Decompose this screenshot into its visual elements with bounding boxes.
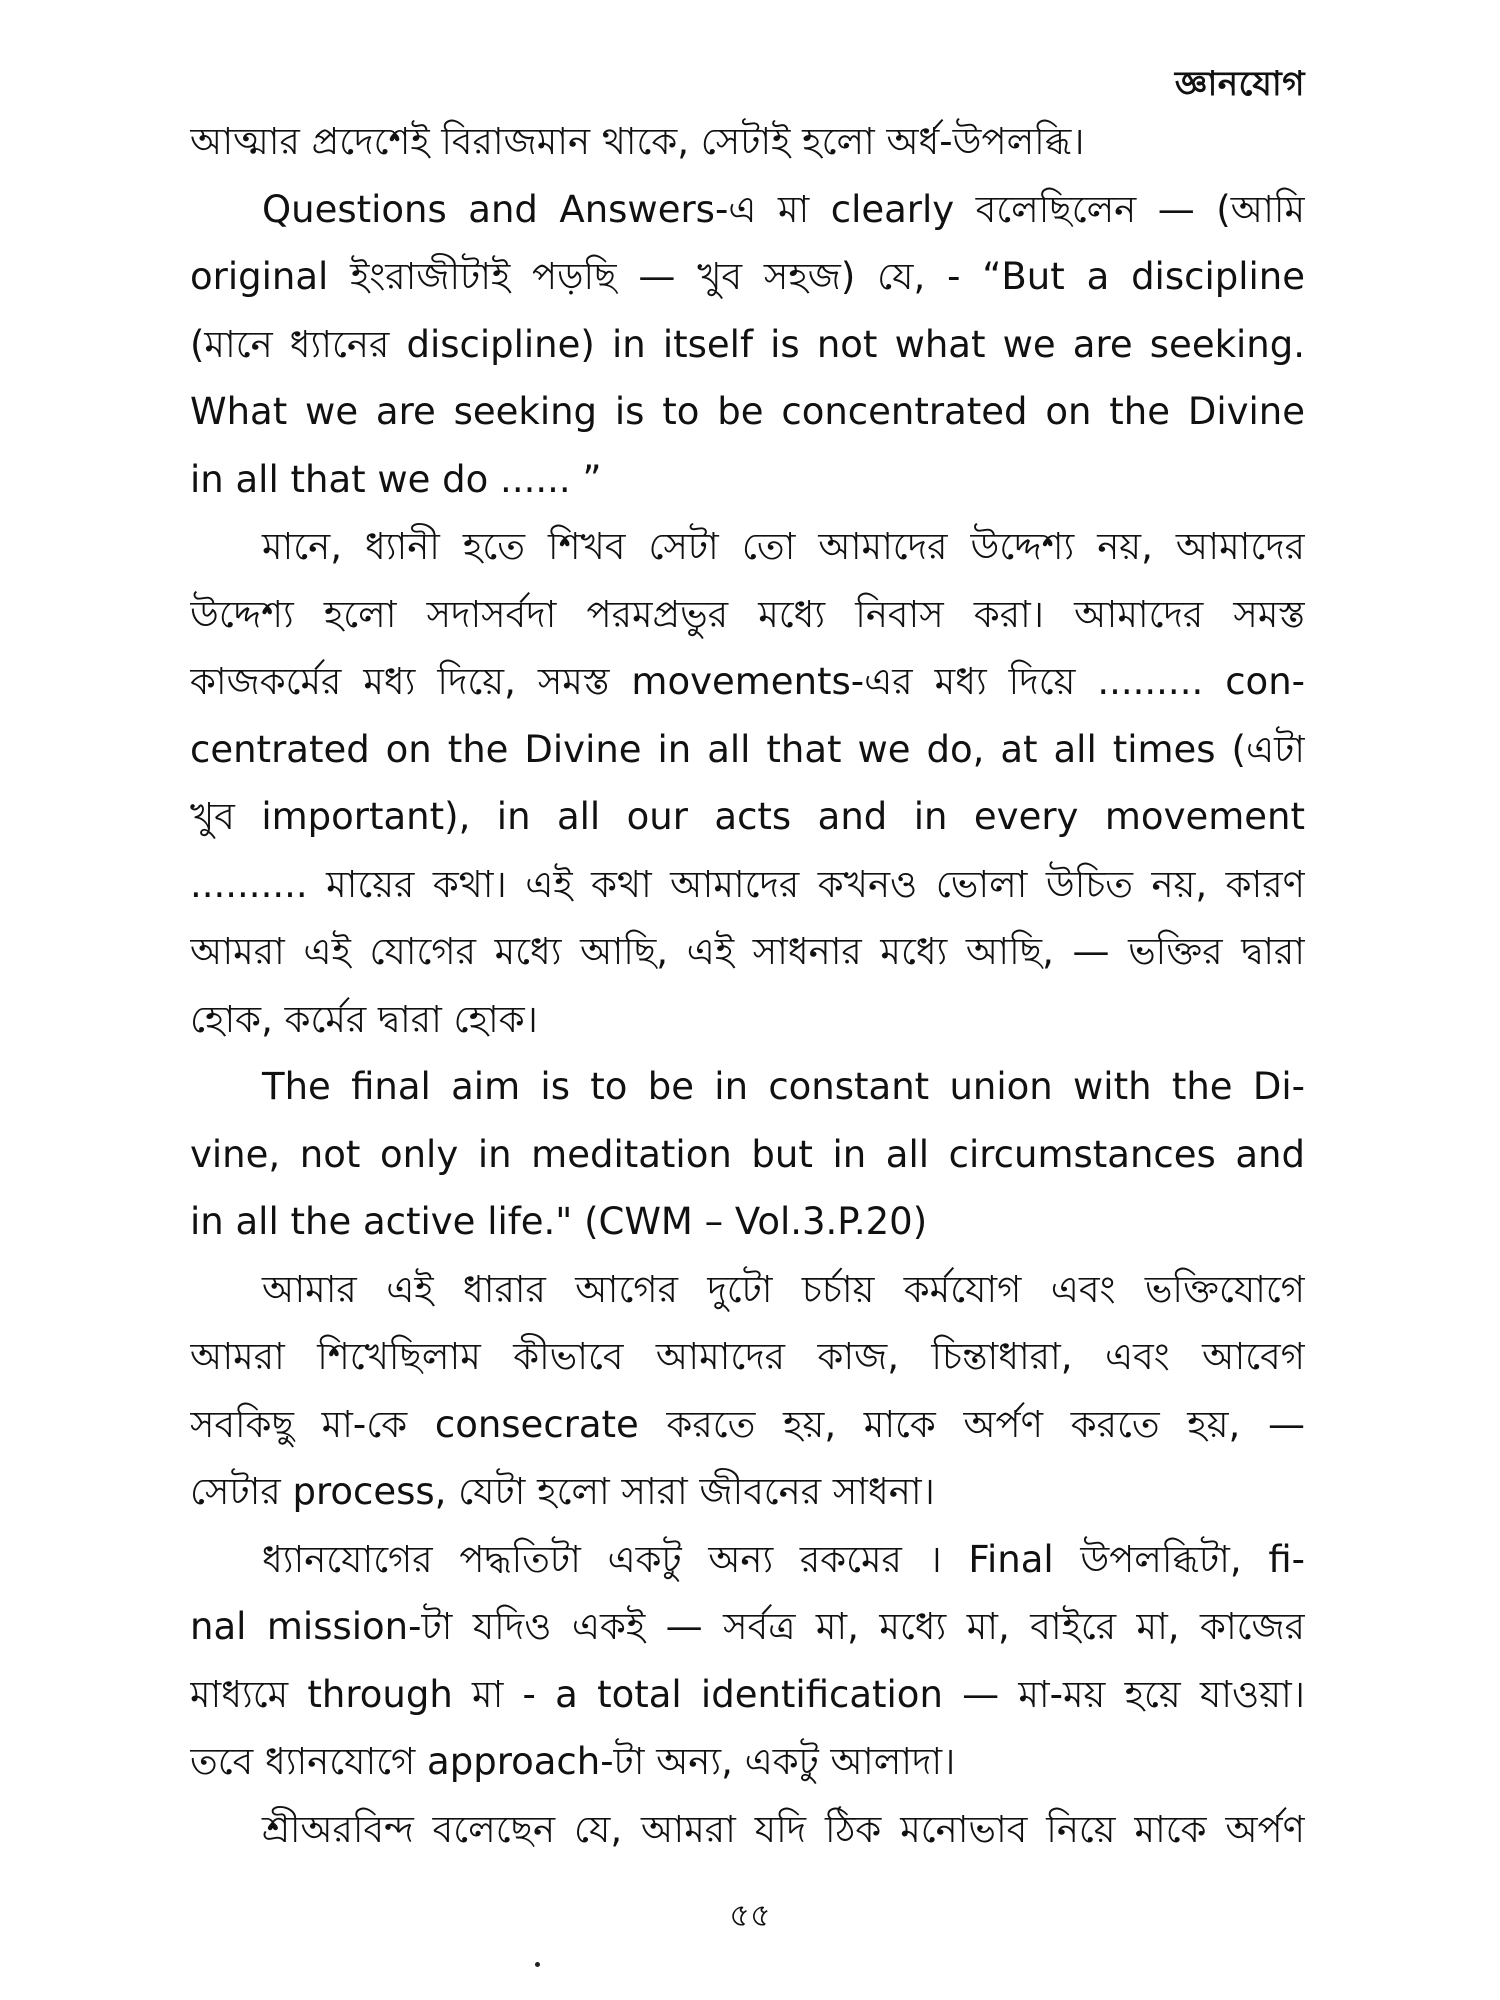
text-line: in all the active life." (CWM – Vol.3.P.20) xyxy=(190,1200,928,1243)
text-line: ধ্যানযোগের পদ্ধতিটা একটু অন্য রকমের । Final উপলব্ধিটা, fi- xyxy=(262,1537,1305,1581)
text-line: আমার এই ধারার আগের দুটো চর্চায় কর্মযোগ এবং ভক্তিযোগে xyxy=(262,1267,1305,1311)
text-line: আমরা এই যোগের মধ্যে আছি, এই সাধনার মধ্যে আছি, — ভক্তির দ্বারা xyxy=(190,930,1305,973)
text-line: The final aim is to be in constant union with the Di- xyxy=(262,1065,1305,1108)
text-line: original ইংরাজীটাই পড়ছি — খুব সহজ) যে, - “But a discipline xyxy=(190,255,1305,298)
text-line: কাজকর্মের মধ্য দিয়ে, সমস্ত movements-এর মধ্য দিয়ে ......... con- xyxy=(190,660,1305,703)
body-text xyxy=(190,108,1305,1863)
page-number: ৫৫ xyxy=(729,1896,771,1934)
text-line: হোক, কর্মের দ্বারা হোক। xyxy=(190,997,538,1041)
text-line: .......... মায়ের কথা। এই কথা আমাদের কখনও ভোলা উচিত নয়, কারণ xyxy=(190,862,1305,906)
text-line: মানে, ধ্যানী হতে শিখব সেটা তো আমাদের উদ্দেশ্য নয়, আমাদের xyxy=(262,525,1305,568)
text-line: উদ্দেশ্য হলো সদাসর্বদা পরমপ্রভুর মধ্যে নিবাস করা। আমাদের সমস্ত xyxy=(190,592,1305,636)
text-line: সবকিছু মা-কে consecrate করতে হয়, মাকে অর্পণ করতে হয়, — xyxy=(190,1402,1305,1446)
text-line: আমরা শিখেছিলাম কীভাবে আমাদের কাজ, চিন্তাধারা, এবং আবেগ xyxy=(190,1335,1305,1378)
print-speck xyxy=(535,1962,540,1967)
text-line: centrated on the Divine in all that we do, at all times (এটা xyxy=(190,727,1305,771)
text-line: খুব important), in all our acts and in every movement xyxy=(190,795,1305,838)
running-head: জ্ঞানযোগ xyxy=(1174,64,1305,104)
text-line: শ্রীঅরবিন্দ বলেছেন যে, আমরা যদি ঠিক মনোভাব নিয়ে মাকে অর্পণ xyxy=(262,1807,1305,1851)
text-line: তবে ধ্যানযোগে approach-টা অন্য, একটু আলাদা। xyxy=(190,1740,956,1783)
text-line: in all that we do ...... ” xyxy=(190,457,602,501)
text-line: (মানে ধ্যানের discipline) in itself is not what we are seeking. xyxy=(190,322,1305,366)
text-line: Questions and Answers-এ মা clearly বলেছিলেন — (আমি xyxy=(262,187,1305,231)
text-line: nal mission-টা যদিও একই — সর্বত্র মা, মধ্যে মা, বাইরে মা, কাজের xyxy=(190,1605,1305,1648)
text-line: What we are seeking is to be concentrated on the Divine xyxy=(190,390,1305,433)
text-line: vine, not only in meditation but in all circumstances and xyxy=(190,1132,1305,1176)
text-line: সেটার process, যেটা হলো সারা জীবনের সাধনা। xyxy=(190,1470,935,1513)
text-line: আত্মার প্রদেশেই বিরাজমান থাকে, সেটাই হলো অর্ধ-উপলব্ধি। xyxy=(190,120,1085,163)
text-line: মাধ্যমে through মা - a total identification — মা-ময় হয়ে যাওয়া। xyxy=(190,1672,1305,1716)
